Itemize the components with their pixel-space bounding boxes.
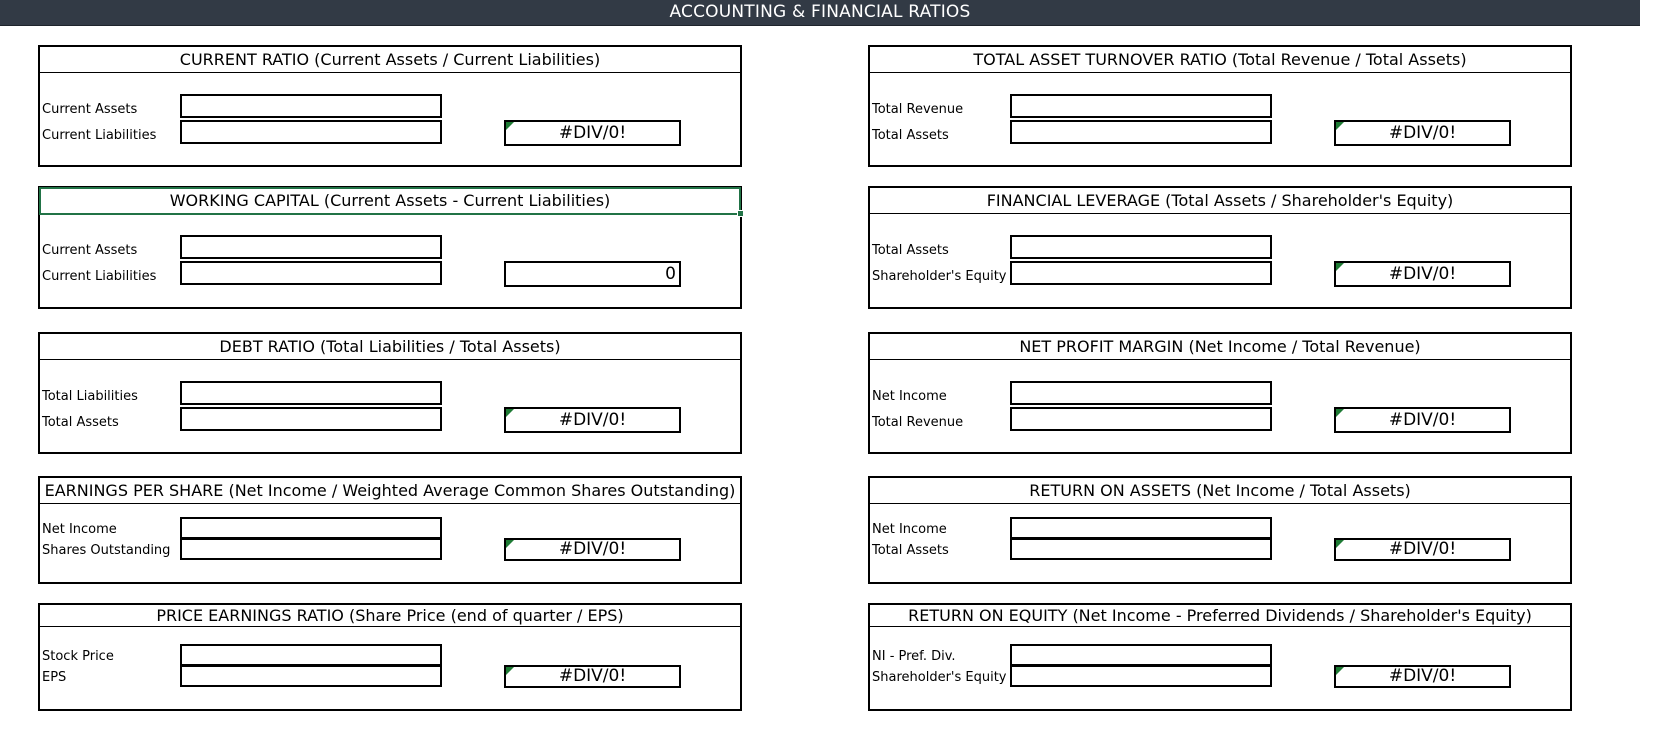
return-on-equity-result[interactable] xyxy=(1334,665,1511,688)
error-indicator-icon xyxy=(1336,122,1344,130)
total-revenue-label: Total Revenue xyxy=(872,102,964,117)
result-value: #DIV/0! xyxy=(558,666,627,686)
return-on-equity-title[interactable]: RETURN ON EQUITY (Net Income - Preferred Dividends / Shareholder's Equity) xyxy=(870,605,1570,627)
total-assets-input[interactable] xyxy=(1010,538,1272,560)
net-income-input[interactable] xyxy=(1010,517,1272,539)
total-asset-turnover-box xyxy=(868,45,1572,167)
result-value: #DIV/0! xyxy=(558,410,627,430)
total-liabilities-input[interactable] xyxy=(180,381,442,405)
current-assets-label: Current Assets xyxy=(42,102,138,117)
shareholders-equity-input[interactable] xyxy=(1010,665,1272,687)
error-indicator-icon xyxy=(506,409,514,417)
net-profit-margin-result[interactable] xyxy=(1334,407,1511,433)
shares-outstanding-input[interactable] xyxy=(180,538,442,560)
result-value: #DIV/0! xyxy=(1388,123,1457,143)
price-earnings-ratio-box xyxy=(38,603,742,711)
result-value: #DIV/0! xyxy=(558,123,627,143)
result-value: #DIV/0! xyxy=(1388,666,1457,686)
result-value: #DIV/0! xyxy=(1388,264,1457,284)
shareholders-equity-input[interactable] xyxy=(1010,261,1272,285)
total-assets-label: Total Assets xyxy=(872,128,949,143)
total-assets-input[interactable] xyxy=(1010,235,1272,259)
debt-ratio-title[interactable]: DEBT RATIO (Total Liabilities / Total Assets) xyxy=(40,334,740,360)
shares-outstanding-label: Shares Outstanding xyxy=(42,543,171,558)
total-liabilities-label: Total Liabilities xyxy=(42,389,138,404)
eps-result[interactable] xyxy=(504,538,681,561)
total-asset-turnover-title[interactable]: TOTAL ASSET TURNOVER RATIO (Total Revenue / Total Assets) xyxy=(870,47,1570,73)
return-on-assets-box xyxy=(868,476,1572,584)
error-indicator-icon xyxy=(1336,540,1344,548)
current-assets-label: Current Assets xyxy=(42,243,138,258)
current-ratio-box xyxy=(38,45,742,167)
ni-pref-div-label: NI - Pref. Div. xyxy=(872,649,956,664)
working-capital-result[interactable] xyxy=(504,261,681,287)
eps-input[interactable] xyxy=(180,665,442,687)
total-revenue-input[interactable] xyxy=(1010,94,1272,118)
current-ratio-title[interactable]: CURRENT RATIO (Current Assets / Current Liabilities) xyxy=(40,47,740,73)
return-on-assets-result[interactable] xyxy=(1334,538,1511,561)
cell-selection-handle[interactable] xyxy=(737,210,744,217)
financial-leverage-result[interactable] xyxy=(1334,261,1511,287)
current-ratio-result[interactable] xyxy=(504,120,681,146)
financial-leverage-box xyxy=(868,186,1572,309)
current-assets-input[interactable] xyxy=(180,235,442,259)
shareholders-equity-label: Shareholder's Equity xyxy=(872,670,1007,685)
stock-price-label: Stock Price xyxy=(42,649,114,664)
working-capital-title[interactable]: WORKING CAPITAL (Current Assets - Current Liabilities) xyxy=(40,188,740,214)
debt-ratio-result[interactable] xyxy=(504,407,681,433)
result-value: 0 xyxy=(665,264,676,284)
result-value: #DIV/0! xyxy=(558,539,627,559)
eps-label: EPS xyxy=(42,670,67,685)
net-income-label: Net Income xyxy=(872,522,947,537)
result-value: #DIV/0! xyxy=(1388,539,1457,559)
net-income-label: Net Income xyxy=(42,522,117,537)
total-assets-input[interactable] xyxy=(1010,120,1272,144)
current-liabilities-label: Current Liabilities xyxy=(42,269,157,284)
price-earnings-ratio-title[interactable]: PRICE EARNINGS RATIO (Share Price (end of quarter / EPS) xyxy=(40,605,740,627)
error-indicator-icon xyxy=(506,540,514,548)
return-on-assets-title[interactable]: RETURN ON ASSETS (Net Income / Total Assets) xyxy=(870,478,1570,504)
debt-ratio-box xyxy=(38,332,742,454)
ni-pref-div-input[interactable] xyxy=(1010,644,1272,666)
net-income-label: Net Income xyxy=(872,389,947,404)
sheet-title-bar xyxy=(0,0,1640,26)
net-income-input[interactable] xyxy=(180,517,442,539)
return-on-equity-box xyxy=(868,603,1572,711)
error-indicator-icon xyxy=(506,122,514,130)
current-liabilities-input[interactable] xyxy=(180,261,442,285)
pe-ratio-result[interactable] xyxy=(504,665,681,688)
financial-leverage-title[interactable]: FINANCIAL LEVERAGE (Total Assets / Shareholder's Equity) xyxy=(870,188,1570,214)
total-revenue-label: Total Revenue xyxy=(872,415,964,430)
error-indicator-icon xyxy=(1336,409,1344,417)
net-profit-margin-title[interactable]: NET PROFIT MARGIN (Net Income / Total Revenue) xyxy=(870,334,1570,360)
current-liabilities-label: Current Liabilities xyxy=(42,128,157,143)
total-asset-turnover-result[interactable] xyxy=(1334,120,1511,146)
sheet-title: ACCOUNTING & FINANCIAL RATIOS xyxy=(669,2,971,22)
current-liabilities-input[interactable] xyxy=(180,120,442,144)
earnings-per-share-title[interactable]: EARNINGS PER SHARE (Net Income / Weighted Average Common Shares Outstanding) xyxy=(40,478,740,504)
error-indicator-icon xyxy=(506,667,514,675)
error-indicator-icon xyxy=(1336,667,1344,675)
total-assets-label: Total Assets xyxy=(872,543,949,558)
total-assets-label: Total Assets xyxy=(872,243,949,258)
working-capital-box xyxy=(38,186,742,309)
shareholders-equity-label: Shareholder's Equity xyxy=(872,269,1007,284)
total-assets-label: Total Assets xyxy=(42,415,119,430)
net-income-input[interactable] xyxy=(1010,381,1272,405)
total-assets-input[interactable] xyxy=(180,407,442,431)
stock-price-input[interactable] xyxy=(180,644,442,666)
earnings-per-share-box xyxy=(38,476,742,584)
total-revenue-input[interactable] xyxy=(1010,407,1272,431)
current-assets-input[interactable] xyxy=(180,94,442,118)
net-profit-margin-box xyxy=(868,332,1572,454)
result-value: #DIV/0! xyxy=(1388,410,1457,430)
error-indicator-icon xyxy=(1336,263,1344,271)
